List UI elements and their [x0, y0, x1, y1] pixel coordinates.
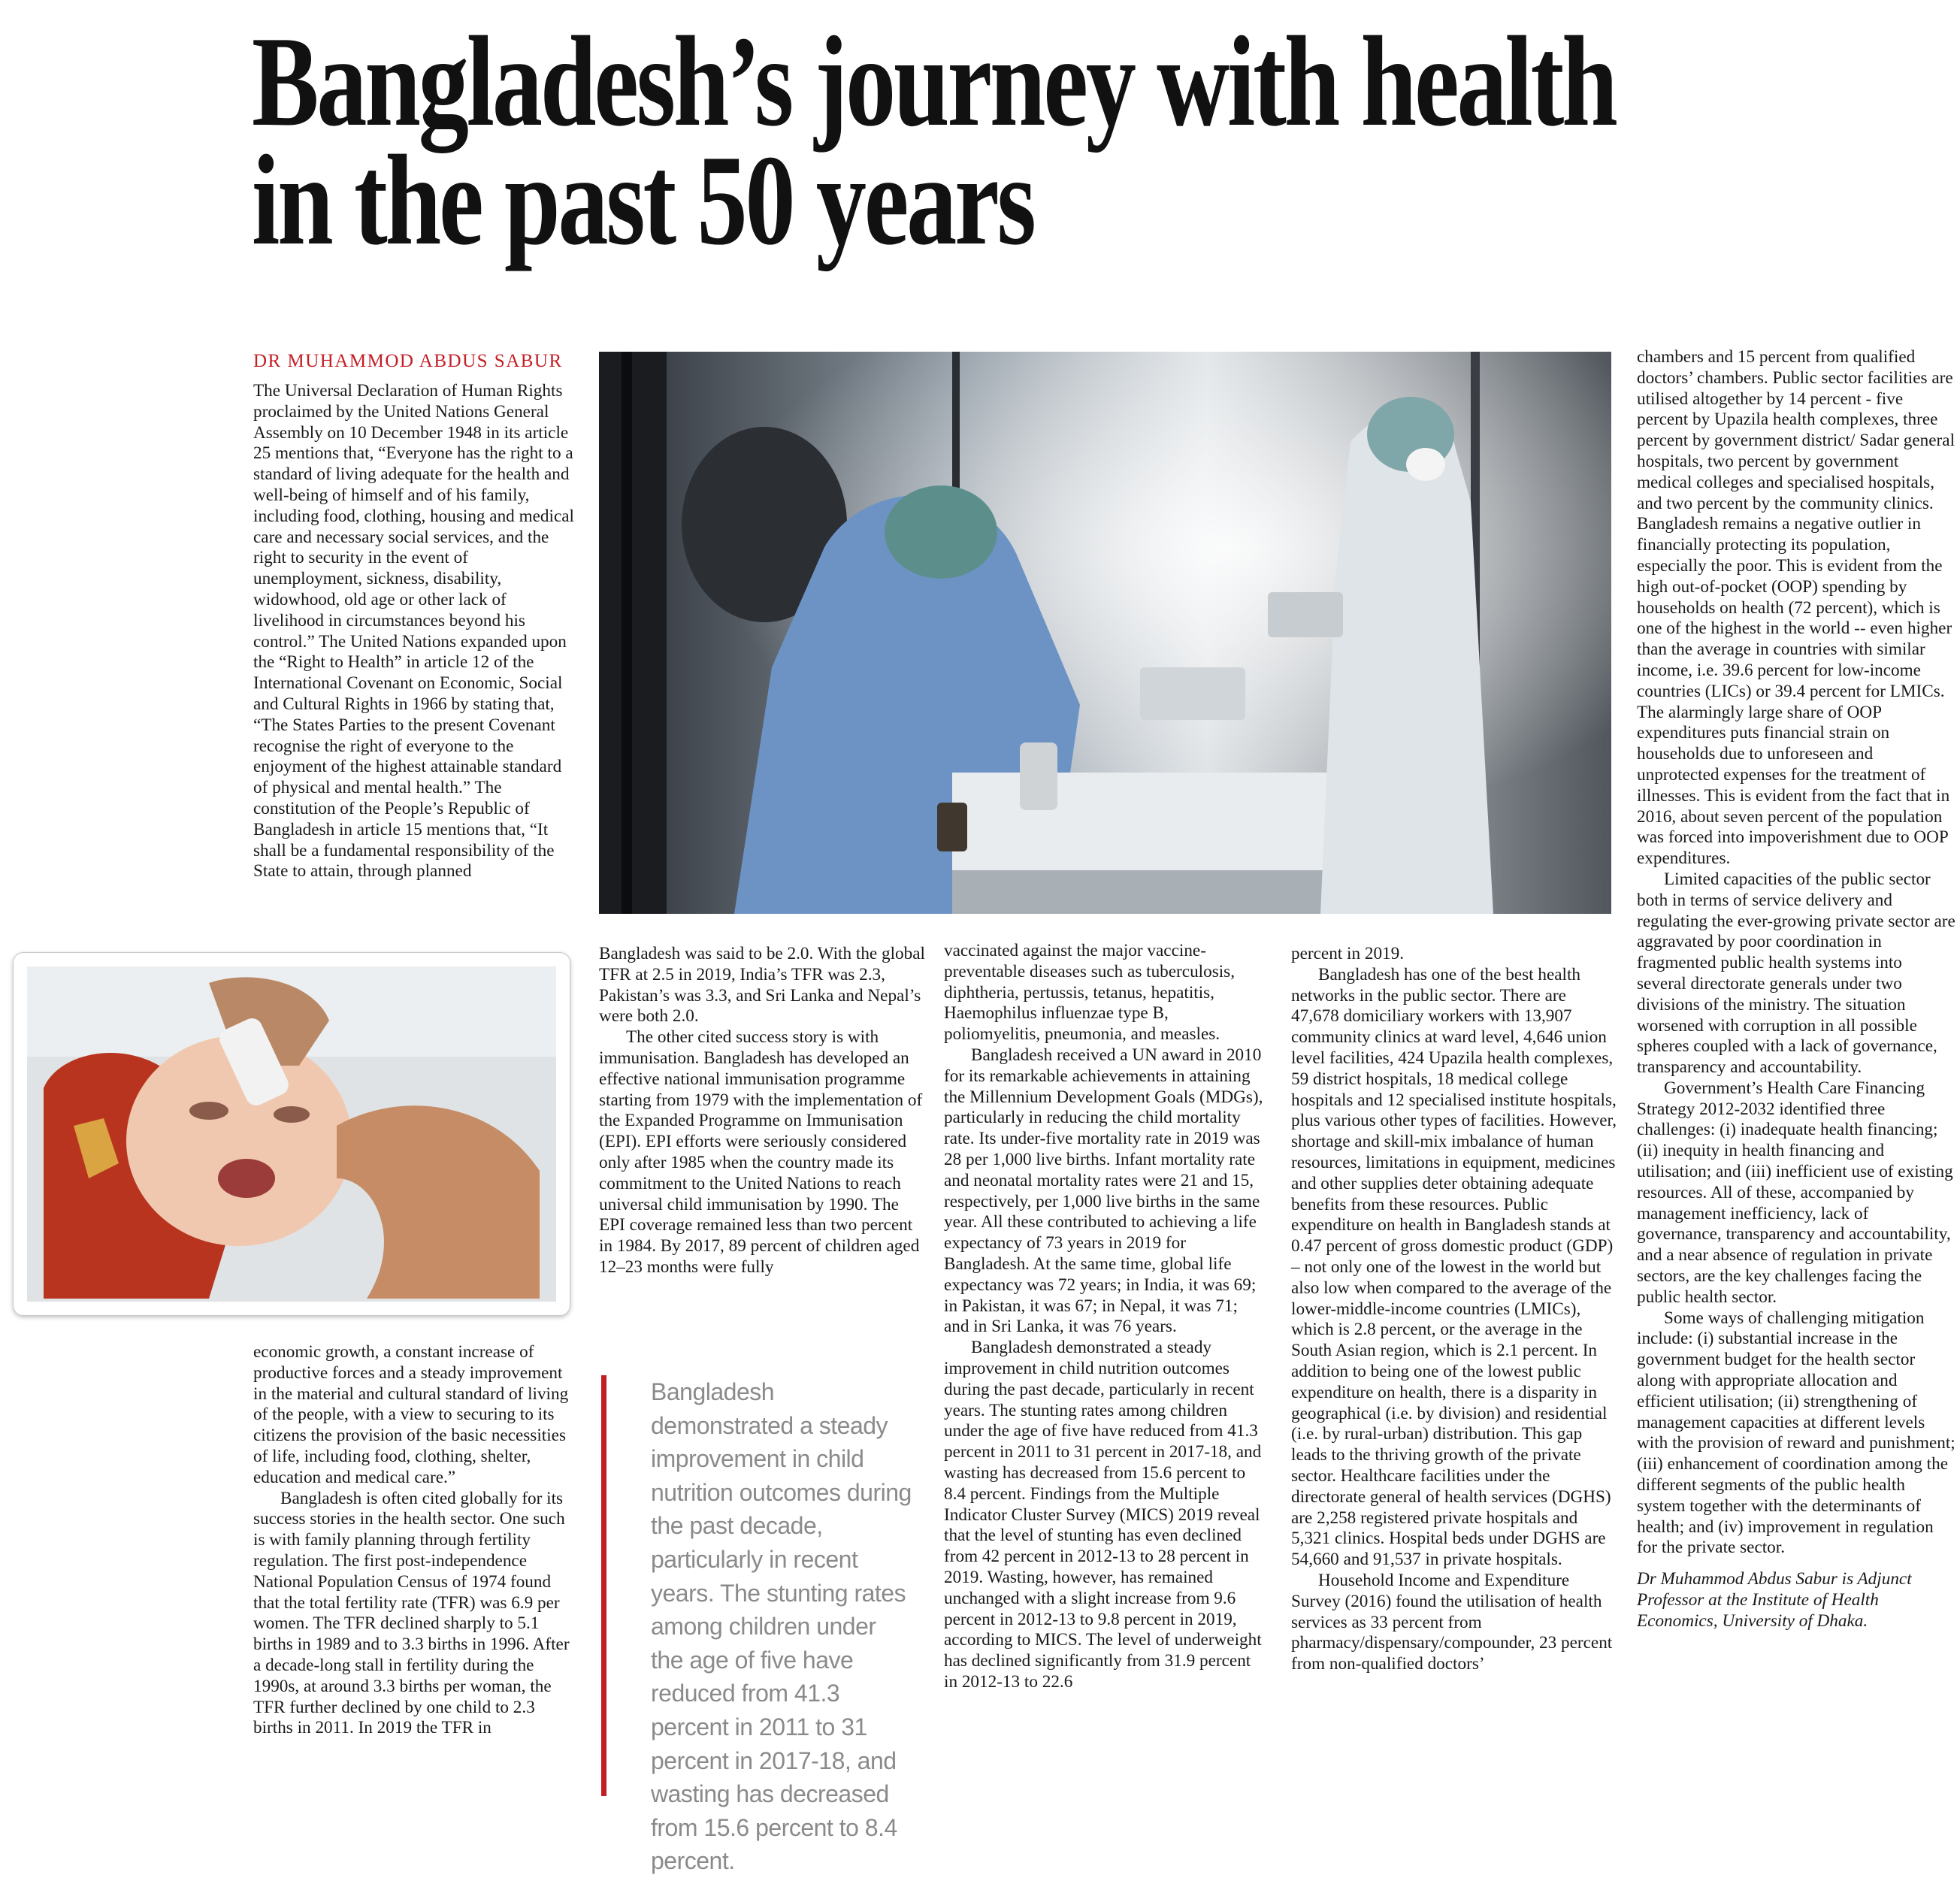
column-5: [1637, 347, 1955, 1632]
paragraph: vaccinated against the major vaccine-preventable diseases such as tuberculosis, diphtheria, pertussis, tetanus, hepatitis, Haemophilus influenzae type B, poliomyelitis, pneumonia, and measles.: [944, 941, 1235, 1045]
paragraph: Household Income and Expenditure Survey (2016) found the utilisation of health services as 33 percent from pharmacy/dispensary/compounder, 23 percent from non-qualified doctors’: [1291, 1570, 1613, 1674]
column-2: [599, 944, 927, 1278]
pull-quote: Bangladesh demonstrated a steady improvement in child nutrition outcomes during the past decade, particularly in recent years. The stunting rates among children under the age of five have reduced from 41.3 percent in 2011 to 31 percent in 2017-18, and wasting has decreased from 15.6 percent to 8.4 percent.: [651, 1378, 912, 1875]
headline-line-2: in the past 50 years: [252, 129, 1034, 272]
byline: DR MUHAMMOD ABDUS SABUR: [253, 351, 563, 371]
column-4: [1291, 944, 1617, 1675]
paragraph: Bangladesh was said to be 2.0. With the global TFR at 2.5 in 2019, India’s TFR was 2.3, Pakistan’s was 3.3, and Sri Lanka and Nepal’s were both 2.0.: [599, 944, 925, 1027]
child-immunisation-photo: [13, 952, 570, 1316]
paragraph: chambers and 15 percent from qualified doctors’ chambers. Public sector facilities are utilised altogether by 14 percent - five percent by Upazila health complexes, three percent by government district/ Sadar general hospitals, two percent by government medical colleges and specialised hospitals, and two percent by the community clinics. Bangladesh remains a negative outlier in financially protecting its population, especially the poor. This is evident from the high out-of-pocket (OOP) spending by households on health (72 percent), which is one of the highest in the world -- even higher than the average in countries with similar income, i.e. 39.6 percent for low-income countries (LICs) or 39.4 percent for LMICs. The alarmingly large share of OOP expenditures puts financial strain on households due to unforeseen and unprotected expenses for the treatment of illnesses. This is evident from the fact that in 2016, about seven percent of the population was forced into impoverishment due to OOP expenditures.: [1637, 347, 1955, 869]
paragraph: The other cited success story is with immunisation. Bangladesh has developed an effective national immunisation programme starting from 1979 with the implementation of the Expanded Programme on Immunisation (EPI). EPI efforts were seriously considered only after 1985 when the country made its commitment to the United Nations to reach universal child immunisation by 1990. The EPI coverage remained less than two percent in 1984. By 2017, 89 percent of children aged 12–23 months were fully: [599, 1027, 923, 1277]
paragraph: Bangladesh demonstrated a steady improvement in child nutrition outcomes during the past decade, particularly in recent years. The stunting rates among children under the age of five have reduced from 41.3 percent in 2011 to 31 percent in 2017-18, and wasting has decreased from 15.6 percent to 8.4 percent. Findings from the Multiple Indicator Cluster Survey (MICS) 2019 reveal that the level of stunting has even declined from 42 percent in 2012-13 to 28 percent in 2019. Wasting, however, has remained unchanged with a slight increase from 9.6 percent in 2012-13 to 9.8 percent in 2019, according to MICS. The level of underweight has declined significantly from 31.9 percent in 2012-13 to 22.6: [944, 1338, 1262, 1692]
paragraph: Bangladesh has one of the best health networks in the public sector. There are 47,678 domiciliary workers with 13,907 community clinics at ward level, 4,646 union level facilities, 424 Upazila health complexes, 59 district hospitals, 18 medical college hospitals and 12 specialised institute hospitals, plus various other types of facilities. However, shortage and skill-mix imbalance of human resources, limitations in equipment, medicines and other supplies deter obtaining adequate benefits from these resources. Public expenditure on health in Bangladesh stands at 0.47 percent of gross domestic product (GDP) – not only one of the lowest in the world but also low when compared to the average of the lower-middle-income countries (LMICs), which is 2.8 percent, or the average in the South Asian region, which is 2.1 percent. In addition to being one of the lowest public expenditure on health, there is a disparity in geographical (i.e. by division) and residential (i.e. by rural-urban) distribution. This gap leads to the thriving growth of the private sector. Healthcare facilities under the directorate general of health services (DGHS) are 2,258 registered private hospitals and 5,321 clinics. Hospital beds under DGHS are 54,660 and 91,537 in private hospitals.: [1291, 964, 1617, 1570]
column-1-top: [253, 381, 578, 882]
paragraph: Government’s Health Care Financing Strategy 2012-2032 identified three challenges: (i) inadequate health financing; (ii) inequity in health financing and utilisation; and (iii) inefficient use of existing resources. All of these, accompanied by management inefficiency, lack of governance, transparency and accountability, and a near absence of regulation in private sectors, are the key challenges facing the public health sector.: [1637, 1078, 1953, 1307]
column-1-bottom: [253, 1342, 578, 1739]
icu-photo-illustration: [599, 352, 1611, 914]
headline-line-1: Bangladesh’s journey with health: [252, 11, 1616, 153]
paragraph: percent in 2019.: [1291, 944, 1405, 963]
headline: [252, 11, 1834, 272]
icu-photo: [599, 352, 1611, 914]
column-3: [944, 941, 1267, 1693]
paragraph: The Universal Declaration of Human Rights proclaimed by the United Nations General Assembly on 10 December 1948 in its article 25 mentions that, “Everyone has the right to a standard of living adequate for the health and well-being of himself and of his family, including food, clothing, housing and medical care and necessary social services, and the right to security in the event of unemployment, sickness, disability, widowhood, old age or other lack of livelihood in circumstances beyond his control.” The United Nations expanded upon the “Right to Health” in article 12 of the International Covenant on Economic, Social and Cultural Rights in 1966 by stating that, “The States Parties to the present Covenant recognise the right of everyone to the enjoyment of the highest attainable standard of physical and mental health.” The constitution of the People’s Republic of Bangladesh in article 15 mentions that, “It shall be a fundamental responsibility of the State to attain, through planned: [253, 381, 574, 882]
author-note: Dr Muhammod Abdus Sabur is Adjunct Professor at the Institute of Health Economics, University of Dhaka.: [1637, 1569, 1912, 1631]
paragraph: Bangladesh is often cited globally for its success stories in the health sector. One such is with family planning through fertility regulation. The first post-independence National Population Census of 1974 found that the total fertility rate (TFR) was 6.9 per women. The TFR declined sharply to 5.1 births in 1989 and to 3.3 births in 1996. After a decade-long stall in fertility during the 1990s, at around 3.3 births per woman, the TFR further declined by one child to 2.3 births in 2011. In 2019 the TFR in: [253, 1488, 570, 1738]
child-photo-illustration: [14, 953, 570, 1315]
paragraph: Limited capacities of the public sector both in terms of service delivery and regulating the ever-growing private sector are aggravated by poor coordination in fragmented public health systems into several directorate generals under two divisions of the ministry. The situation worsened with corruption in all possible spheres coupled with a lack of governance, transparency and accountability.: [1637, 869, 1955, 1078]
paragraph: Bangladesh received a UN award in 2010 for its remarkable achievements in attaining the Millennium Development Goals (MDGs), particularly in reducing the child mortality rate. Its under-five mortality rate in 2019 was 28 per 1,000 live births. Infant mortality rate and neonatal mortality rates were 21 and 15, respectively, per 1,000 live births in the same year. All these contributed to achieving a life expectancy of 73 years in 2019 for Bangladesh. At the same time, global life expectancy was 72 years; in India, it was 69; in Pakistan, it was 67; in Nepal, it was 71; and in Sri Lanka, it was 76 years.: [944, 1045, 1263, 1337]
paragraph: economic growth, a constant increase of productive forces and a steady improvement in the material and cultural standard of living of the people, with a view to securing to its citizens the provision of the basic necessities of life, including food, clothing, shelter, education and medical care.”: [253, 1342, 569, 1487]
paragraph: Some ways of challenging mitigation include: (i) substantial increase in the government budget for the health sector along with appropriate allocation and efficient utilisation; (ii) strengthening of management capacities at different levels with the provision of reward and punishment; (iii) enhancement of coordination among the different segments of the public health system together with the determinants of health; and (iv) improvement in regulation for the private sector.: [1637, 1308, 1955, 1558]
